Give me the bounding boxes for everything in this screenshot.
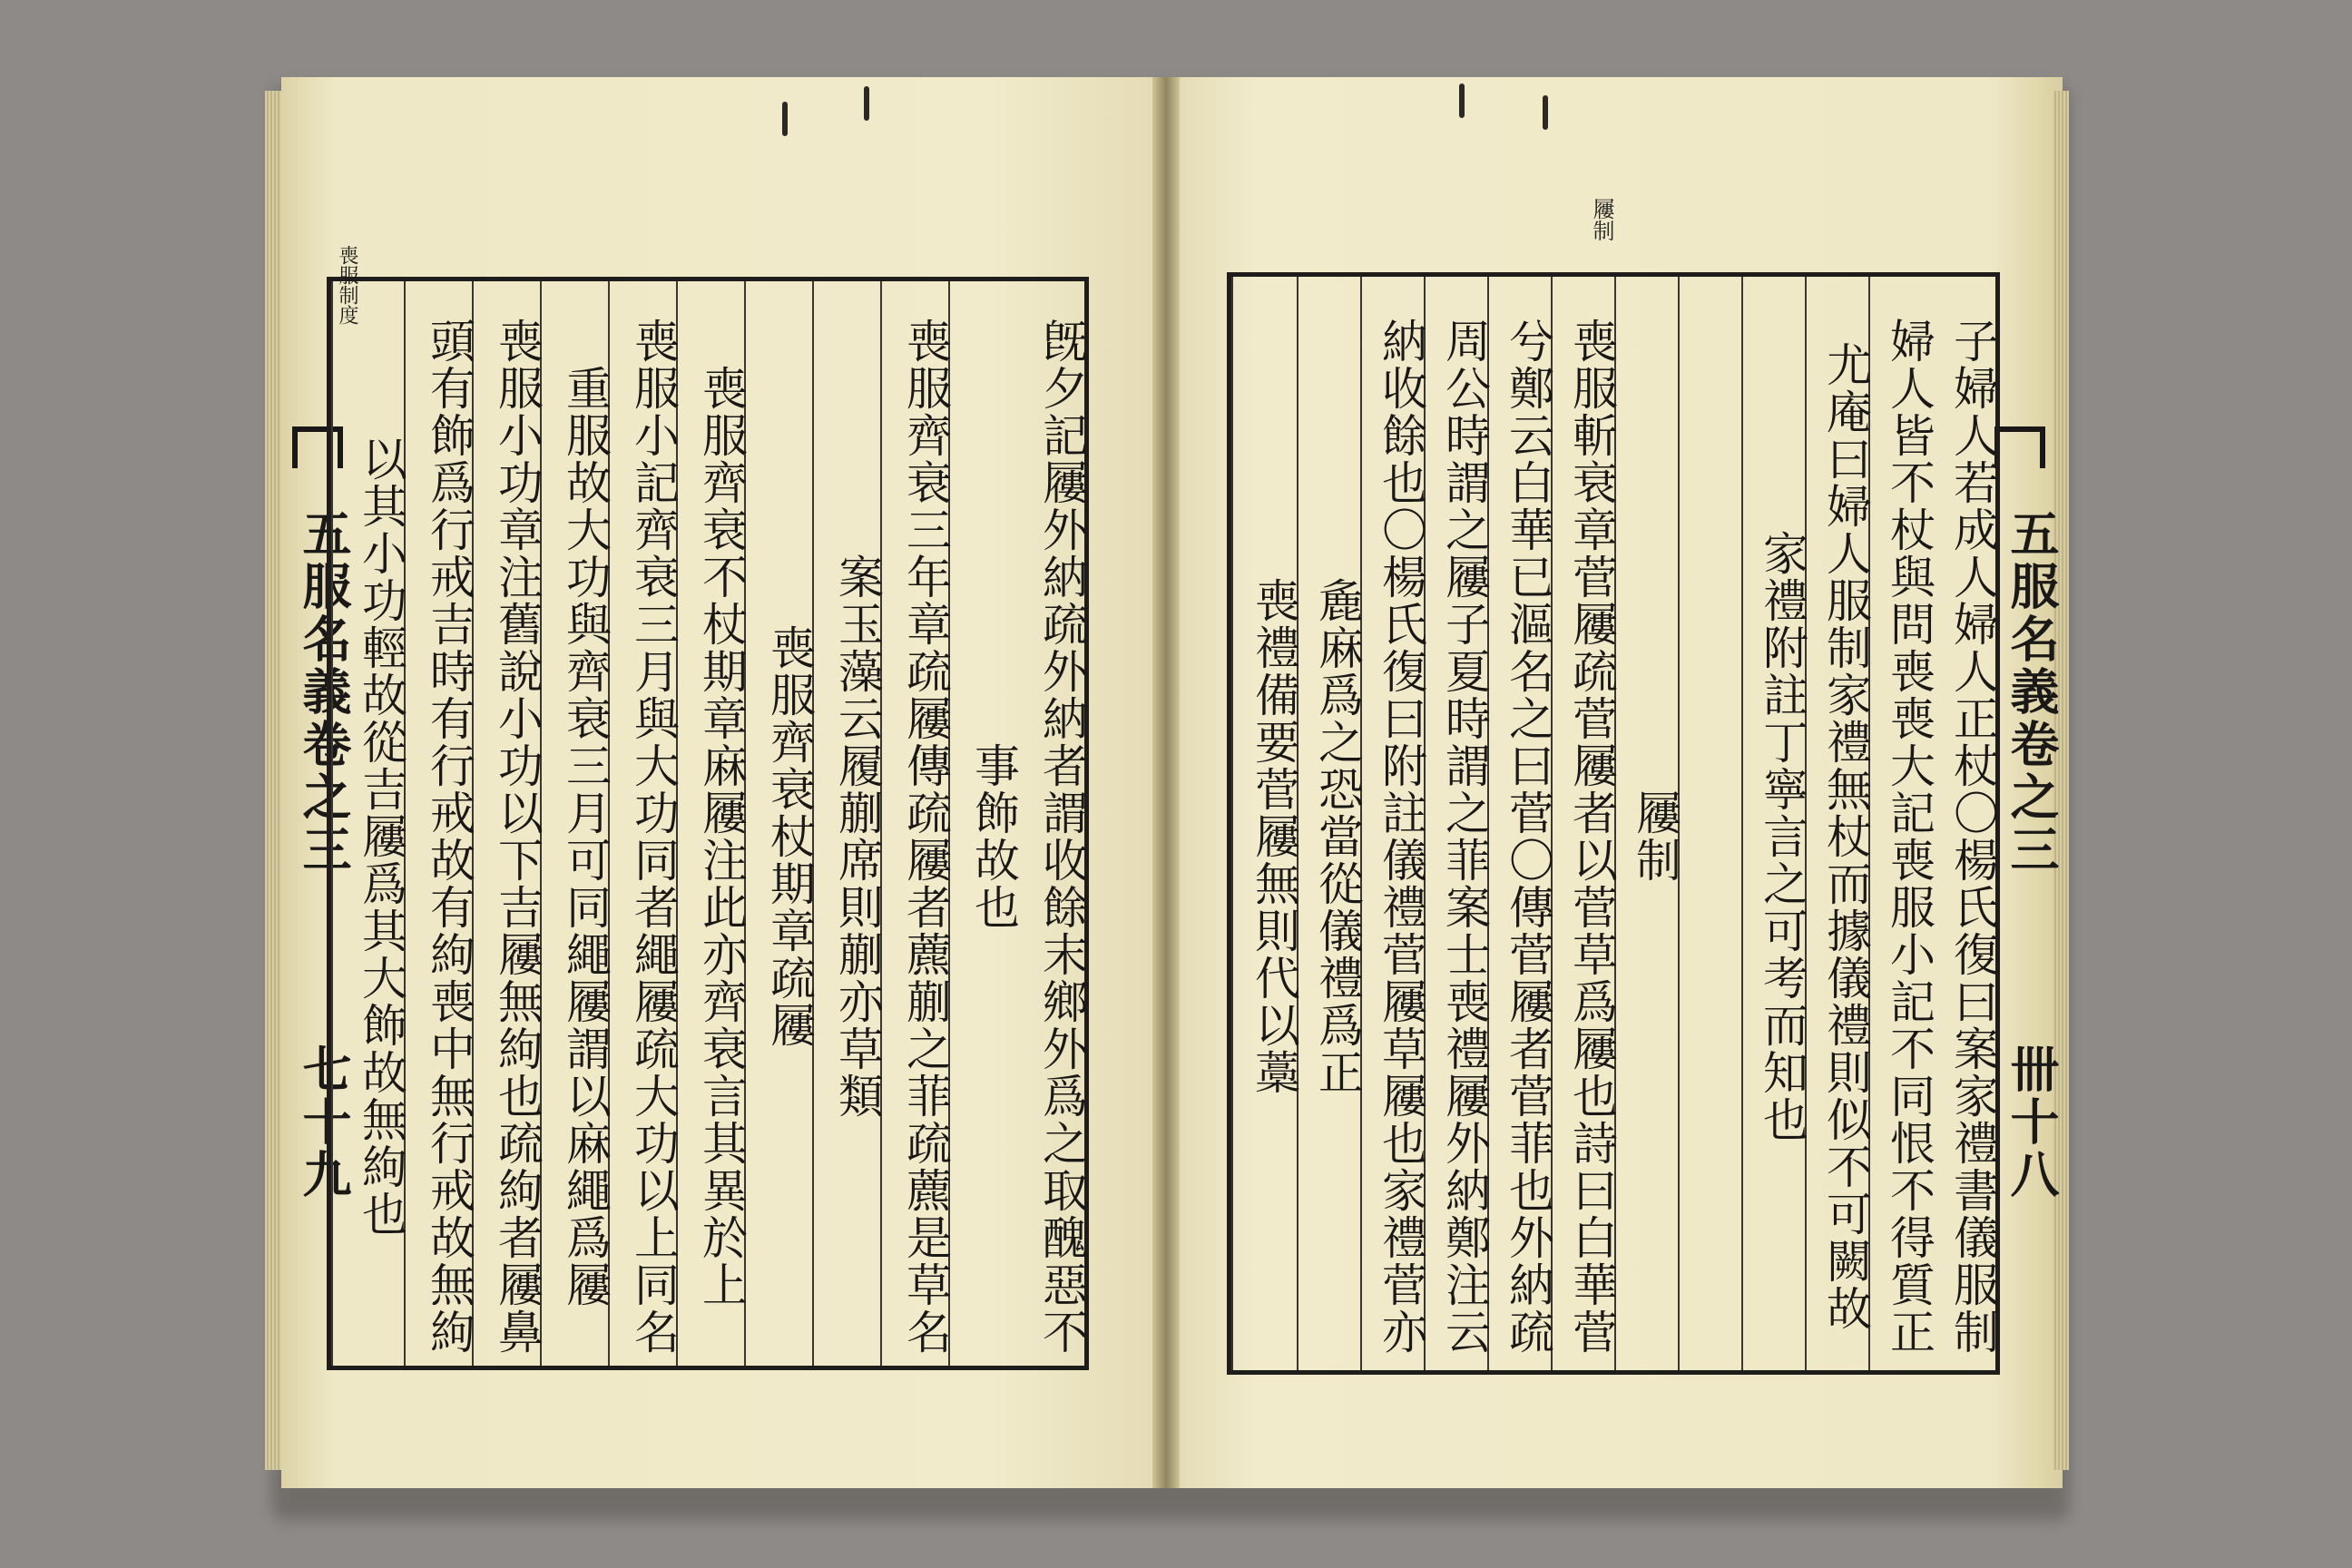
- text-column: 案玉藻云履蒯席則蒯亦草類: [812, 281, 880, 1366]
- left-page-number: 七十九: [295, 1044, 352, 1201]
- left-page-edge: [265, 91, 281, 1470]
- text-column: 子婦人若成人婦人正杖〇楊氏復曰案家禮書儀服制: [1946, 317, 1999, 1356]
- text-column: 喪服斬衰章菅屨疏菅屨者以菅草爲屨也詩曰白華菅: [1551, 277, 1614, 1370]
- right-book-title: 五服名義卷之三: [2003, 508, 2060, 877]
- text-column: 喪服小記齊衰三月與大功同者繩屨疏大功以上同名: [608, 281, 676, 1366]
- right-text-frame: [1227, 272, 2000, 1375]
- text-column: 頭有飾爲行戒吉時有行戒故有絇喪中無行戒故無絇: [404, 281, 472, 1366]
- left-text-frame: [327, 277, 1089, 1370]
- stitch-mark: [1543, 95, 1548, 130]
- right-running-head: 屨制: [1589, 198, 1614, 241]
- text-column: 以其小功輕故從吉屨爲其大飾故無絇也: [331, 281, 404, 1366]
- book-gutter: [1152, 77, 1180, 1488]
- left-book-title: 五服名義卷之三: [295, 508, 352, 877]
- text-column: 喪服齊衰杖期章疏屨: [744, 281, 812, 1366]
- right-page-number: 卌十八: [2003, 1044, 2060, 1201]
- stitch-mark: [782, 102, 788, 136]
- text-column: 家禮附註丁寧言之可考而知也: [1741, 277, 1805, 1370]
- text-column: 事飾故也: [948, 281, 1016, 1366]
- text-column: 旣夕記屨外納疏外納者謂收餘末鄉外爲之取醜惡不: [1035, 317, 1088, 1356]
- text-column: 麁麻爲之恐當從儀禮爲正: [1297, 277, 1360, 1370]
- text-column: 屨制: [1614, 277, 1678, 1370]
- text-column: [1678, 277, 1741, 1370]
- text-column: 婦人皆不杖與問喪喪大記喪服小記不同恨不得質正: [1868, 277, 1932, 1370]
- left-margin-title: 喪服制度: [336, 245, 358, 325]
- text-column: 尤庵曰婦人服制家禮無杖而據儀禮則似不可闕故: [1805, 277, 1868, 1370]
- stitch-mark: [1459, 83, 1465, 118]
- stitch-mark: [864, 86, 869, 121]
- text-column: 喪服齊衰不杖期章麻屨注此亦齊衰言其異於上: [676, 281, 744, 1366]
- text-column: 喪禮備要菅屨無則代以藁: [1231, 277, 1297, 1370]
- text-column: 周公時謂之屨子夏時謂之菲案士喪禮屨外納鄭注云: [1424, 277, 1487, 1370]
- text-column: 納收餘也〇楊氏復曰附註儀禮菅屨草屨也家禮菅亦: [1360, 277, 1424, 1370]
- right-fishtail-mark: [1994, 426, 2045, 468]
- text-column: 喪服小功章注舊說小功以下吉屨無絇也疏絇者屨鼻: [472, 281, 540, 1366]
- text-column: 重服故大功與齊衰三月可同繩屨謂以麻繩爲屨: [540, 281, 608, 1366]
- text-column: 兮鄭云白華已漚名之曰菅〇傳菅屨者菅菲也外納疏: [1487, 277, 1551, 1370]
- text-column: 喪服齊衰三年章疏屨傳疏屨者藨蒯之菲疏藨是草名: [880, 281, 948, 1366]
